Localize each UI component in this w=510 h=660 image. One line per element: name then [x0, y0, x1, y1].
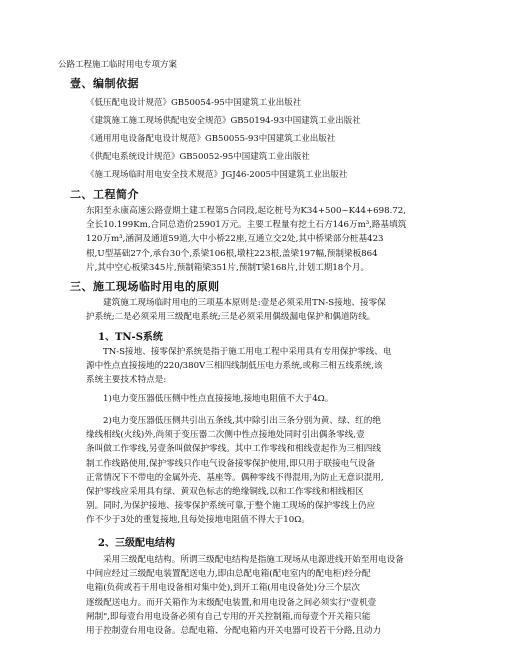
text-line: 护系统;二是必须采用三级配电系统;三是必须采用偶级漏电保护和偶道防线。 — [86, 312, 376, 323]
text-line: 电箱(负荷或若干用电设备相对集中处),到开工箱(用电设备处)分三个层次 — [86, 583, 360, 594]
text-line: 源中性点直接接地的220/380V三相四线制低压电力系统,或称三相五线系统,该 — [86, 361, 383, 372]
text-line: 缘线相线(火线)外,尚须于变压器二次侧中性点接地处同时引出偶条零线,壹 — [86, 430, 365, 441]
text-line: 片,其中空心板梁345片,预制箱梁351片,预制T梁168片,计划工期18个月。 — [86, 262, 370, 273]
subsection-heading-tns: 1、TN-S系统 — [98, 332, 163, 343]
tns-paragraph — [86, 345, 452, 388]
principles-intro-paragraph — [86, 296, 452, 324]
text-line: 保护零线应采用具有绿、黄双色标志的绝缘铜线,以和工作零线和相线相区 — [86, 487, 364, 498]
text-line: 条叫做工作零线,另壹条叫做保护零线。其中工作零线和相线壹起作为三相四线 — [86, 444, 381, 455]
subsection-heading-three-level: 2、三级配电结构 — [98, 538, 175, 549]
text-line: 制工作线路使用,保护零线只作电气设备接零保护使用,即只用于联接电气设备 — [86, 458, 376, 469]
section-heading-overview: 二、工程简介 — [70, 188, 139, 201]
document-title: 公路工程施工临时用电专项方案 — [58, 60, 178, 70]
overview-paragraph — [86, 204, 452, 275]
tns-point-1 — [86, 392, 452, 406]
text-line: 闸制",即每壹台用电设备必须有自己专用的开关控制箱,而每壹个开关箱只能 — [86, 611, 371, 622]
reference-item: 《建筑施工施工现场供配电安全规范》GB50194-93中国建筑工业出版社 — [86, 116, 361, 126]
reference-item: 《低压配电设计规范》GB50054-95中国建筑工业出版社 — [86, 98, 302, 108]
text-line: 1)电力变压器低压侧中性点直接接地,接地电阻值不大于4Ω。 — [103, 394, 334, 404]
text-line: 东阳至永康高速公路壹期土建工程第5合同段,起讫桩号为K34+500~K44+698.72, — [86, 206, 406, 216]
reference-item: 《供配电系统设计规范》GB50052-95中国建筑工业出版社 — [86, 152, 310, 162]
tns-point-2 — [86, 414, 452, 528]
section-heading-principles: 三、施工现场临时用电的原则 — [70, 280, 220, 293]
text-line: TN-S接地、接零保护系统是指于施工用电工程中采用具有专用保护零线、电 — [103, 347, 392, 357]
text-line: 系统主要技术特点是: — [86, 375, 167, 386]
three-level-paragraph — [86, 553, 452, 638]
text-line: 作不少于3处的重复接地,且每处接地电阻值不得大于10Ω。 — [86, 515, 310, 526]
text-line: 别。同时,为保护接地、接零保护系统可靠,于整个施工现场的保护零线上仍应 — [86, 501, 376, 512]
text-line: 根,U型基础27个,承台30个,系梁106根,墩柱223根,盖梁197幅,预制梁板864 — [86, 248, 378, 259]
text-line: 中间应经过三级配电装置配送电力,即由总配电箱(配电室内的配电柜)经分配 — [86, 569, 371, 580]
text-line: 建筑施工现场临时用电的三项基本原则是:壹是必须采用TN-S接地、接零保 — [103, 298, 386, 308]
reference-item: 《通用用电设备配电设计规范》GB50055-93中国建筑工业出版社 — [86, 134, 336, 144]
reference-item: 《施工现场临时用电安全技术规范》JGJ46-2005中国建筑工业出版社 — [86, 170, 348, 180]
text-line: 2)电力变压器低压侧共引出五条线,其中除引出三条分别为黄、绿、红的绝 — [103, 416, 381, 426]
text-line: 正常情况下不带电的金属外壳、基座等。偶种零线不得混用,为防止无意识混用, — [86, 472, 384, 483]
text-line: 采用三级配电结构。所谓三级配电结构是指施工现场从电源进线开始至用电设备 — [103, 555, 404, 565]
section-heading-basis: 壹、编制依据 — [70, 77, 139, 90]
text-line: 用于控制壹台用电设备。总配电箱、分配电箱内开关电器可设若干分路,且动力 — [86, 626, 381, 637]
text-line: 120万m³,涵洞及通道59道,大中小桥22座,互通立交2处,其中桥梁部分桩基423 — [86, 234, 384, 245]
text-line: 逐级配送电力。而开关箱作为末级配电装置,和用电设备之间必须实行"壹机壹 — [86, 597, 377, 608]
text-line: 全长10.199Km,合同总造价25901万元。主要工程量有挖土石方146万m³,路基填筑 — [86, 220, 407, 231]
